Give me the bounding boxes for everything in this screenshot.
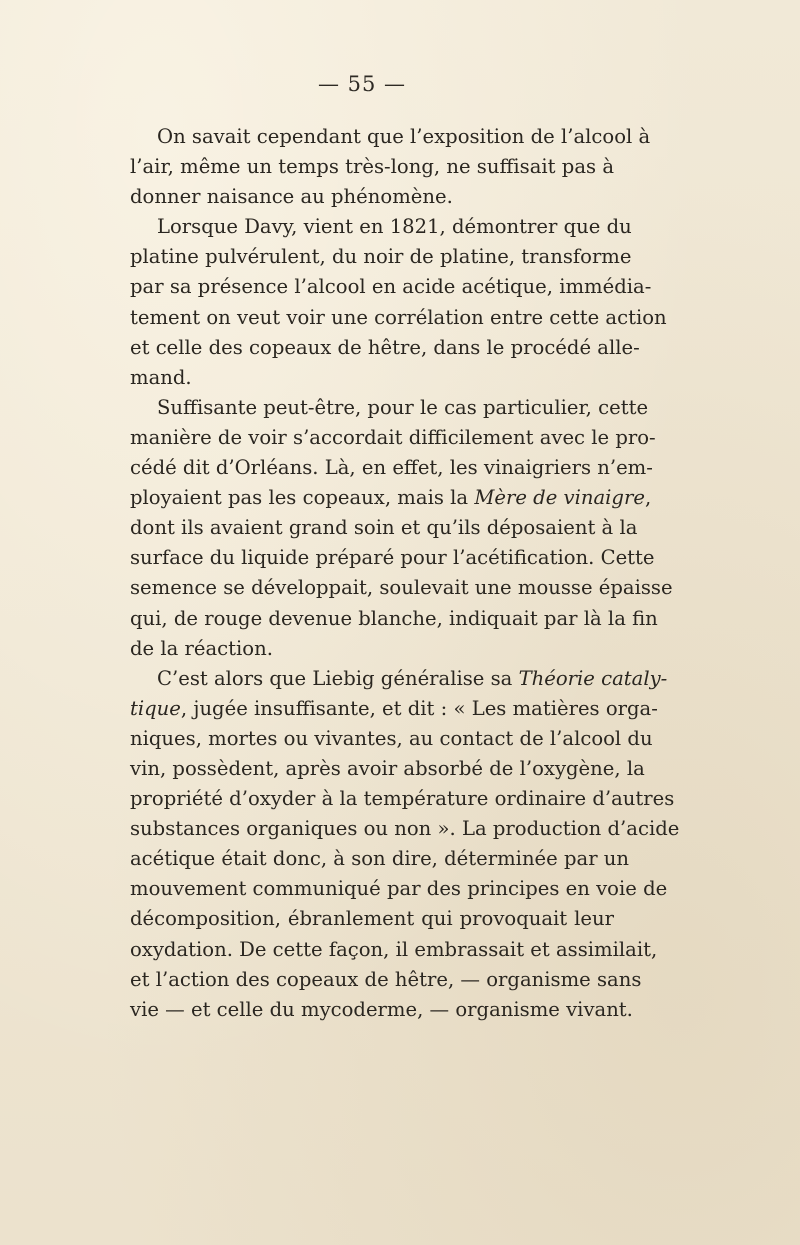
text-line: et celle des copeaux de hêtre, dans le procédé alle-	[130, 335, 640, 359]
text-line: décomposition, ébranlement qui provoquait leur	[130, 907, 614, 931]
text-line: ployaient pas les copeaux, mais la Mère de vinaigre,	[130, 486, 652, 510]
text-line: mouvement communiqué par des principes en voie de	[130, 877, 668, 901]
text-line: substances organiques ou non ». La production d’acide	[130, 817, 680, 841]
text-line: Suffisante peut-être, pour le cas particulier, cette	[157, 395, 649, 419]
text-line: dont ils avaient grand soin et qu’ils déposaient à la	[130, 516, 638, 540]
text-line: manière de voir s’accordait difficilement avec le pro-	[130, 425, 656, 449]
text-line: C’est alors que Liebig généralise sa Théorie cataly-	[157, 666, 668, 690]
body-text	[130, 122, 680, 1025]
italic-term: Mère de vinaigre	[474, 486, 645, 510]
text-line: cédé dit d’Orléans. Là, en effet, les vinaigriers n’em-	[130, 456, 653, 480]
text-line: platine pulvérulent, du noir de platine, transforme	[130, 245, 632, 269]
text-line: de la réaction.	[130, 636, 273, 660]
text-line: surface du liquide préparé pour l’acétification. Cette	[130, 546, 655, 570]
text-line: acétique était donc, à son dire, déterminée par un	[130, 847, 630, 871]
text-line: par sa présence l’alcool en acide acétique, immédia-	[130, 275, 652, 299]
italic-term: Théorie cataly-	[518, 666, 668, 690]
text-line: et l’action des copeaux de hêtre, — organisme sans	[130, 967, 642, 991]
text-line: donner naisance au phénomène.	[130, 185, 453, 209]
text-line: vie — et celle du mycoderme, — organisme vivant.	[130, 997, 633, 1021]
text-line: tement on veut voir une corrélation entre cette action	[130, 305, 667, 329]
text-line: vin, possèdent, après avoir absorbé de l’oxygène, la	[130, 756, 645, 780]
text-line: niques, mortes ou vivantes, au contact de l’alcool du	[130, 726, 653, 750]
page-number: — 55 —	[317, 72, 407, 96]
text-line: On savait cependant que l’exposition de l’alcool à	[157, 125, 651, 148]
text-line: qui, de rouge devenue blanche, indiquait par là la fin	[130, 606, 658, 630]
text-line: semence se développait, soulevait une mousse épaisse	[130, 576, 673, 600]
text-line: tique, jugée insuffisante, et dit : « Les matières orga-	[130, 696, 658, 720]
text-line: Lorsque Davy, vient en 1821, démontrer que du	[157, 215, 632, 239]
text-line: l’air, même un temps très-long, ne suffisait pas à	[130, 155, 614, 179]
text-line: mand.	[130, 365, 192, 389]
text-line: oxydation. De cette façon, il embrassait et assimilait,	[130, 937, 658, 961]
text-line: propriété d’oxyder à la température ordinaire d’autres	[130, 787, 675, 811]
italic-term: tique	[130, 696, 181, 720]
